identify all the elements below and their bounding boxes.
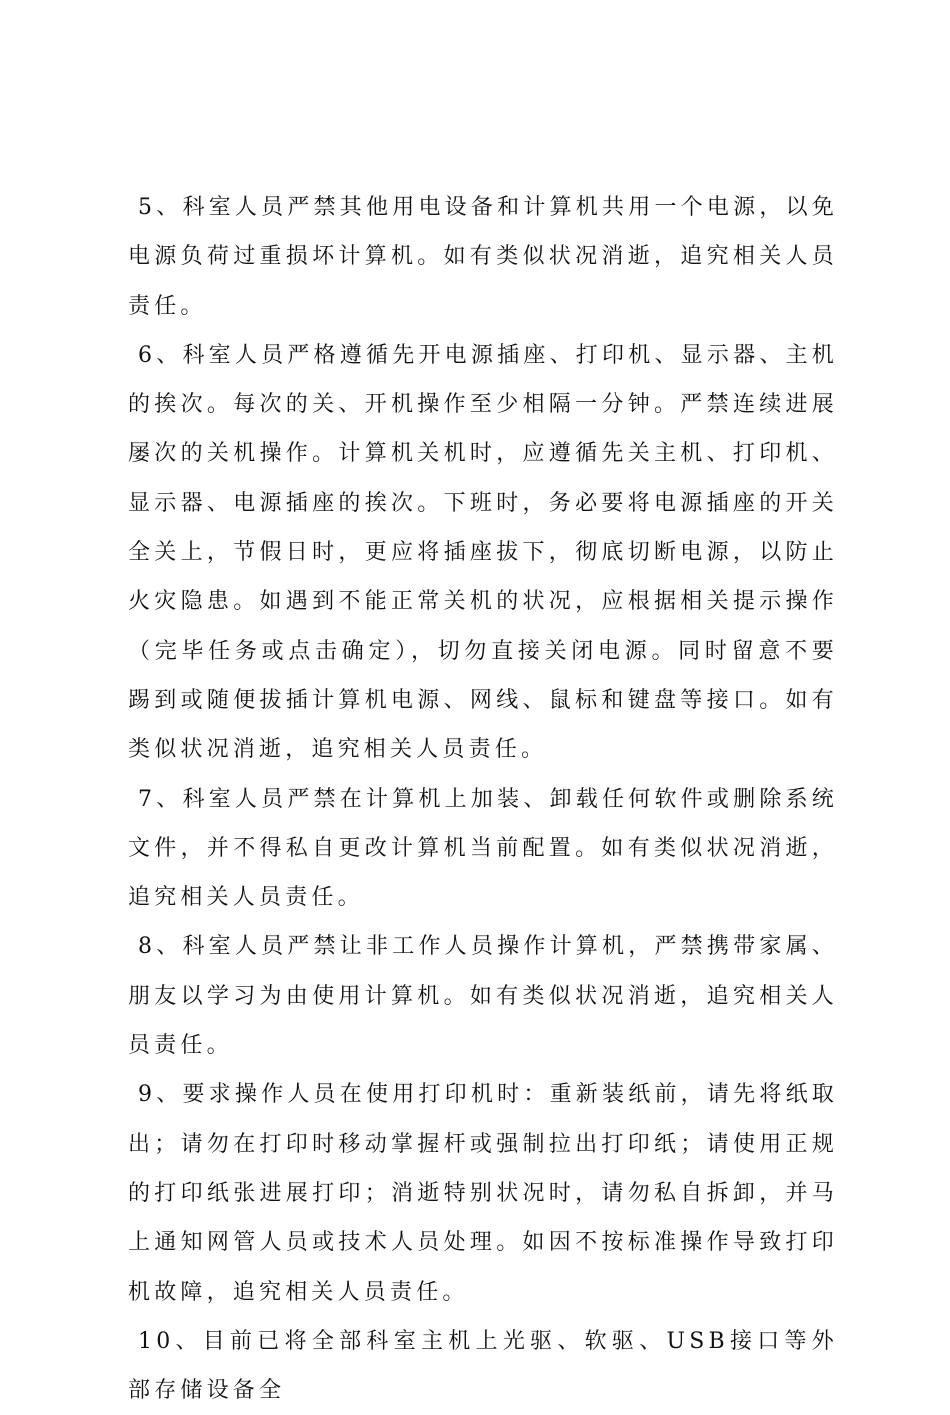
paragraph-item-8: 8、科室人员严禁让非工作人员操作计算机，严禁携带家属、朋友以学习为由使用计算机。如有类似状况消逝，追究相关人员责任。: [128, 934, 838, 1059]
paragraph-item-10: 10、目前已将全部科室主机上光驱、软驱、USB接口等外部存储设备全: [128, 1328, 838, 1404]
document-body: [128, 183, 838, 1415]
paragraph-item-7: 7、科室人员严禁在计算机上加装、卸载任何软件或删除系统文件，并不得私自更改计算机当前配置。如有类似状况消逝，追究相关人员责任。: [128, 786, 838, 911]
paragraph-item-6: 6、科室人员严格遵循先开电源插座、打印机、显示器、主机的挨次。每次的关、开机操作至少相隔一分钟。严禁连续进展屡次的关机操作。计算机关机时，应遵循先关主机、打印机、显示器、电源插座的挨次。下班时，务必要将电源插座的开关全关上，节假日时，更应将插座拔下，彻底切断电源，以防止火灾隐患。如遇到不能正常关机的状况，应根据相关提示操作（完毕任务或点击确定），切勿直接关闭电源。同时留意不要踢到或随便拔插计算机电源、网线、鼠标和键盘等接口。如有类似状况消逝，追究相关人员责任。: [128, 342, 838, 763]
paragraph-item-5: 5、科室人员严禁其他用电设备和计算机共用一个电源，以免电源负荷过重损坏计算机。如有类似状况消逝，追究相关人员责任。: [128, 195, 838, 319]
paragraph-item-9: 9、要求操作人员在使用打印机时：重新装纸前，请先将纸取出；请勿在打印时移动掌握杆或强制拉出打印纸；请使用正规的打印纸张进展打印；消逝特别状况时，请勿私自拆卸，并马上通知网管人员或技术人员处理。如因不按标准操作导致打印机故障，追究相关人员责任。: [128, 1082, 838, 1305]
